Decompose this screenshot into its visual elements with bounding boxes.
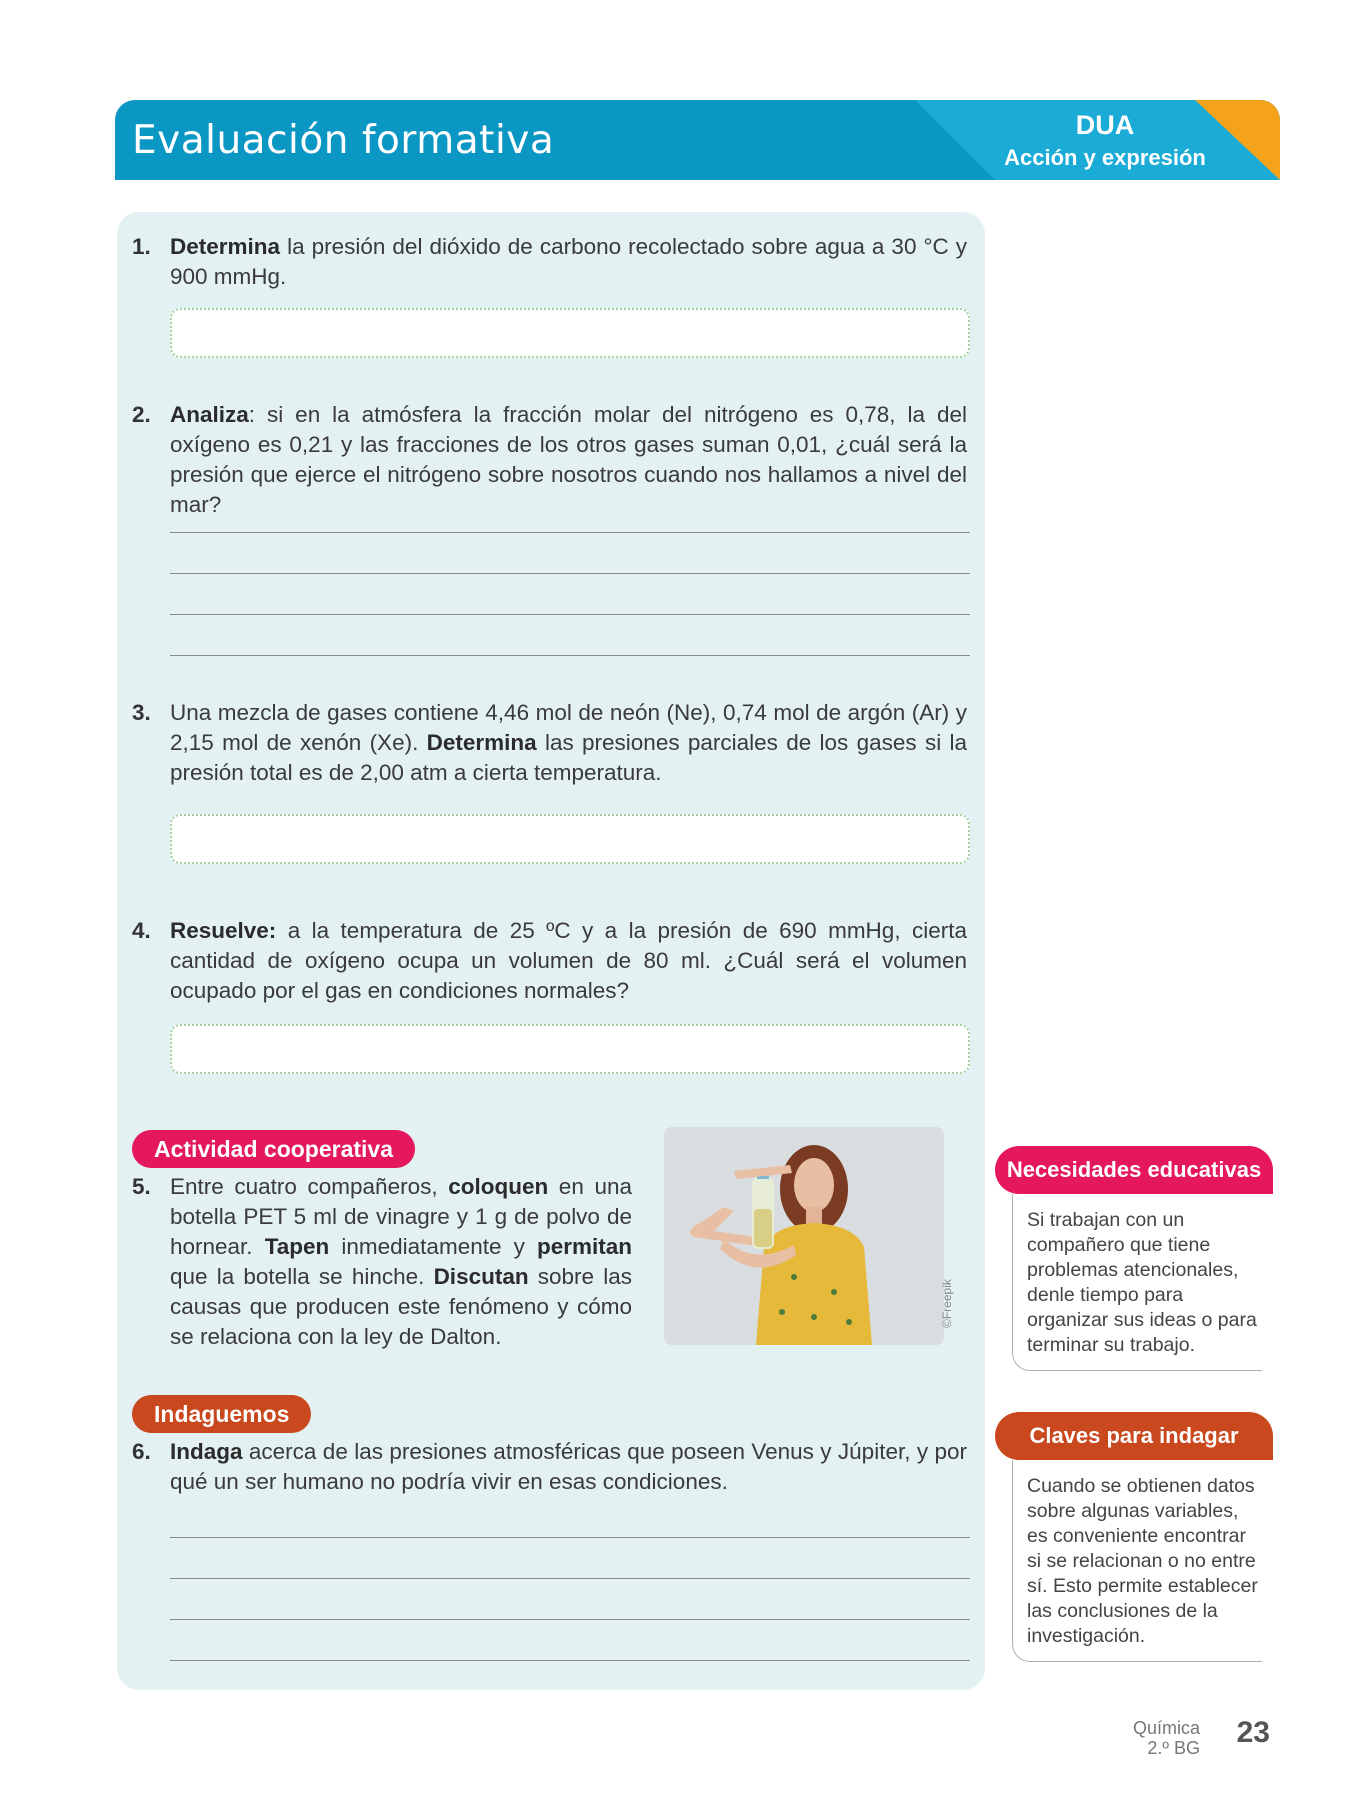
indaguemos-label: Indaguemos bbox=[132, 1395, 311, 1433]
answer-line[interactable] bbox=[170, 1578, 970, 1579]
research-keys-title: Claves para indagar bbox=[995, 1412, 1273, 1460]
page-header bbox=[115, 100, 1280, 180]
question-verb: coloquen bbox=[448, 1174, 549, 1199]
special-needs-text: Si trabajan con un compañero que tiene problemas atencionales, denle tiempo para organizar sus ideas o para terminar su trabajo. bbox=[1012, 1194, 1262, 1371]
question-text: la presión del dióxido de carbono recolectado sobre agua a 30 °C y 900 mmHg. bbox=[170, 234, 967, 289]
subject-name: Química bbox=[1132, 1718, 1200, 1738]
research-keys-box bbox=[995, 1412, 1273, 1662]
dua-subtitle: Acción y expresión bbox=[1004, 145, 1206, 170]
question-number: 1. bbox=[132, 234, 151, 259]
answer-line[interactable] bbox=[170, 532, 970, 533]
question-2 bbox=[132, 400, 967, 520]
question-5 bbox=[132, 1172, 632, 1352]
question-text: las presiones parciales de los gases si la presión total es de 2,00 atm a cierta temperatura. bbox=[170, 730, 968, 785]
question-1 bbox=[132, 232, 967, 292]
page-number: 23 bbox=[1236, 1716, 1270, 1749]
question-text: : si en la atmósfera la fracción molar del nitrógeno es 0,78, la del oxígeno es 0,21 y las fracciones de los otros gases suman 0,01, ¿cuál será la presión que ejerce el nitrógeno sobre nosotros cuando nos hallamos a nivel del mar? bbox=[170, 402, 967, 517]
page-title: Evaluación formativa bbox=[132, 118, 555, 163]
question-verb: Tapen bbox=[264, 1234, 330, 1259]
question-6 bbox=[132, 1437, 967, 1497]
answer-box-4[interactable] bbox=[170, 1024, 970, 1074]
question-text: a la temperatura de 25 ºC y a la presión de 690 mmHg, cierta cantidad de oxígeno ocupa un volumen de 80 ml. ¿Cuál será el volumen ocupado por el gas en condiciones normales? bbox=[170, 918, 967, 1003]
special-needs-box bbox=[995, 1146, 1273, 1371]
question-number: 4. bbox=[132, 918, 151, 943]
footer-subject bbox=[1133, 1718, 1200, 1758]
question-text: sobre las causas que producen este fenómeno y cómo se relaciona con la ley de Dalton. bbox=[170, 1264, 632, 1349]
photo-credit: ©Freepik bbox=[940, 1279, 954, 1328]
question-verb: Analiza bbox=[170, 402, 249, 427]
question-verb: permitan bbox=[536, 1234, 632, 1259]
answer-line[interactable] bbox=[170, 1537, 970, 1538]
question-verb: Determina bbox=[426, 730, 537, 755]
answer-line[interactable] bbox=[170, 1619, 970, 1620]
question-number: 6. bbox=[132, 1439, 151, 1464]
cooperative-activity-label: Actividad cooperativa bbox=[132, 1130, 415, 1168]
question-4 bbox=[132, 916, 967, 1006]
question-text: Entre cuatro compañeros, bbox=[170, 1174, 449, 1199]
question-verb: Discutan bbox=[433, 1264, 529, 1289]
question-verb: Resuelve: bbox=[170, 918, 277, 943]
question-3 bbox=[132, 698, 967, 788]
special-needs-title: Necesidades educativas bbox=[995, 1146, 1273, 1194]
answer-line[interactable] bbox=[170, 573, 970, 574]
question-text: inmediatamente y bbox=[329, 1234, 537, 1259]
research-keys-text: Cuando se obtienen datos sobre algunas variables, es conveniente encontrar si se relacionan o no entre sí. Esto permite establecer las conclusiones de la investigación. bbox=[1012, 1460, 1262, 1662]
answer-box-1[interactable] bbox=[170, 308, 970, 358]
question-number: 3. bbox=[132, 700, 151, 725]
question-text: acerca de las presiones atmosféricas que poseen Venus y Júpiter, y por qué un ser humano no podría vivir en esas condiciones. bbox=[170, 1439, 967, 1494]
evaluation-panel bbox=[117, 212, 985, 1690]
question-number: 2. bbox=[132, 402, 151, 427]
question-text: que la botella se hinche. bbox=[170, 1264, 434, 1289]
answer-box-3[interactable] bbox=[170, 814, 970, 864]
student-with-bottle-photo bbox=[664, 1127, 944, 1345]
answer-line[interactable] bbox=[170, 614, 970, 615]
question-verb: Indaga bbox=[170, 1439, 243, 1464]
answer-line[interactable] bbox=[170, 1660, 970, 1661]
question-number: 5. bbox=[132, 1174, 151, 1199]
dua-title: DUA bbox=[1075, 110, 1135, 140]
grade-label: 2.º BG bbox=[1147, 1738, 1200, 1758]
question-text: Una mezcla de gases contiene 4,46 mol de neón (Ne), 0,74 mol de argón (Ar) y 2,15 mol de xenón (Xe). bbox=[170, 700, 967, 755]
question-text: en una botella PET 5 ml de vinagre y 1 g de polvo de hornear. bbox=[170, 1174, 632, 1259]
answer-line[interactable] bbox=[170, 655, 970, 656]
question-verb: Determina bbox=[170, 234, 281, 259]
